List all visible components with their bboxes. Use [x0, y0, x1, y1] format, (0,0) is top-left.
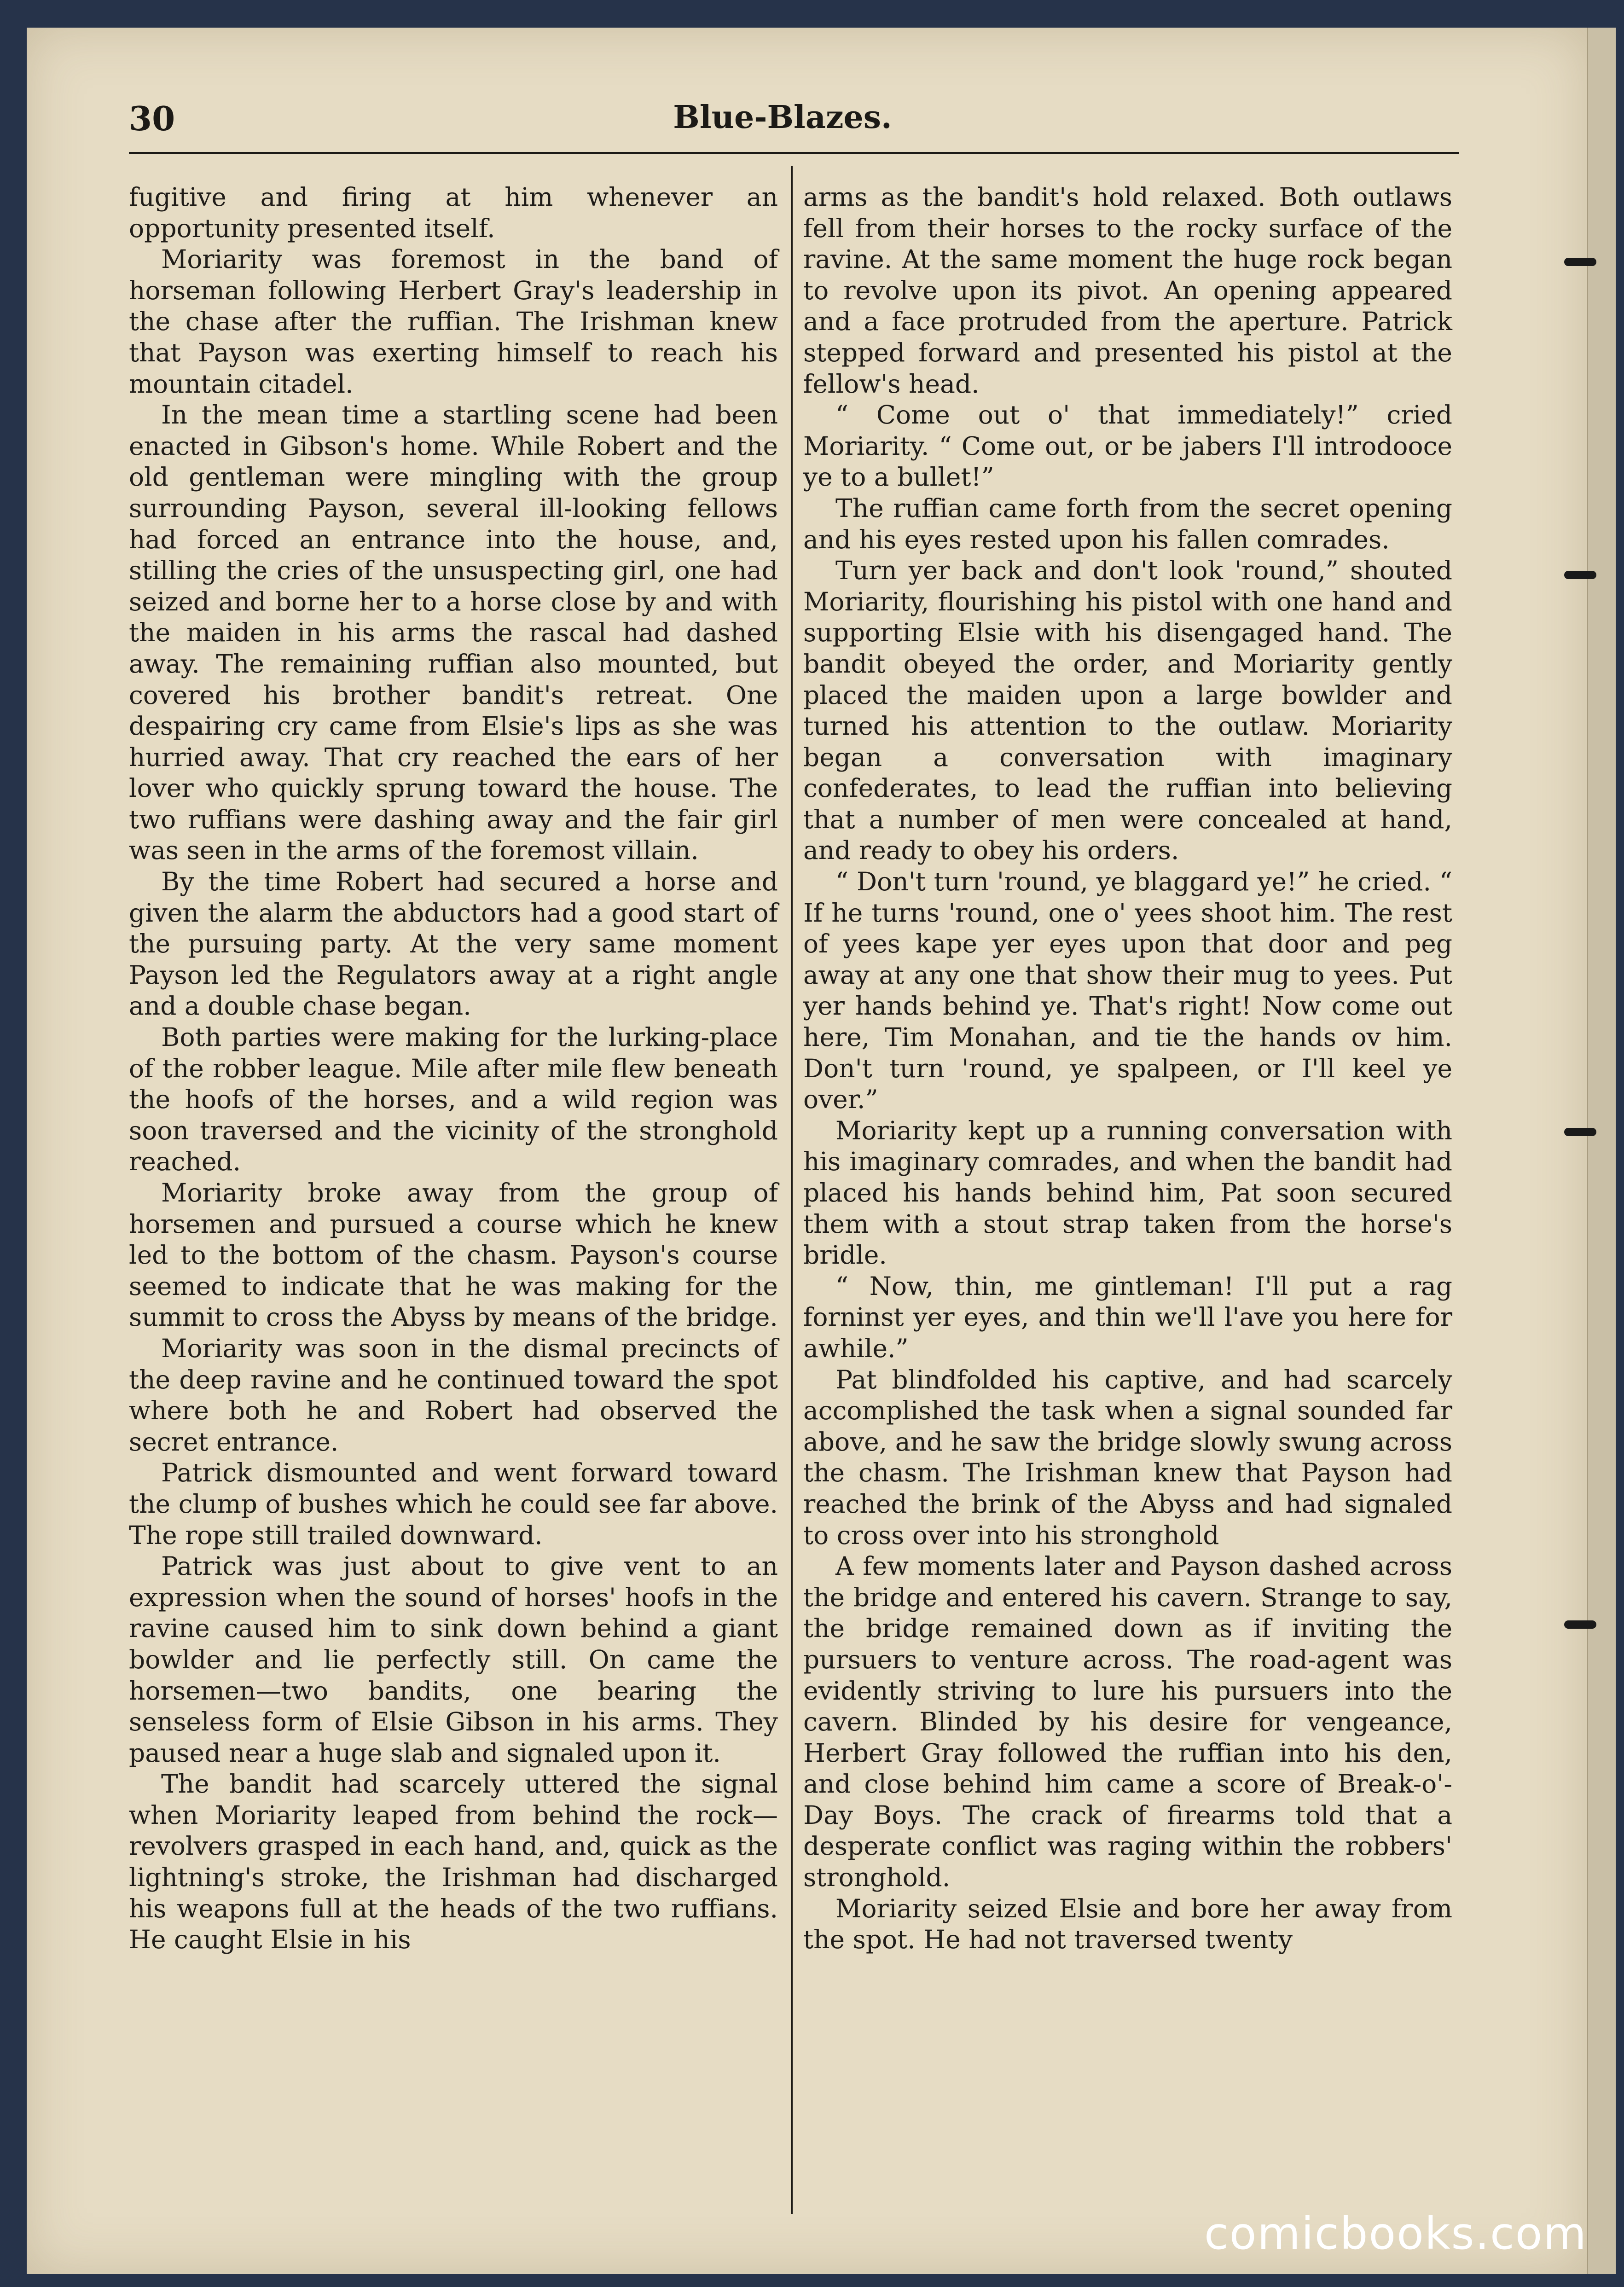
paragraph: Pat blindfolded his captive, and had scarcely accomplished the task when a signal sounded far above, and he saw the bridge slowly swung across the chasm. The Irishman knew that Payson had reached the brink of the Abyss and had signaled to cross over into his stronghold	[803, 1364, 1452, 1550]
paragraph: arms as the bandit's hold relaxed. Both outlaws fell from their horses to the rocky surface of the ravine. At the same moment the huge rock began to revolve upon its pivot. An opening appeared and a face protruded from the aperture. Patrick stepped forward and presented his pistol at the fellow's head.	[803, 182, 1452, 399]
paragraph: Both parties were making for the lurking-place of the robber league. Mile after mile flew beneath the hoofs of the horses, and a wild region was soon traversed and the vicinity of the stronghold reached.	[129, 1022, 778, 1177]
right-column	[803, 182, 1452, 2166]
paragraph: Patrick was just about to give vent to an expression when the sound of horses' hoofs in the ravine caused him to sink down behind a giant bowlder and lie perfectly still. On came the horsemen—two bandits, one bearing the senseless form of Elsie Gibson in his arms. They paused near a huge slab and signaled upon it.	[129, 1551, 778, 1768]
paragraph: By the time Robert had secured a horse and given the alarm the abductors had a good start of the pursuing party. At the very same moment Payson led the Regulators away at a right angle and a double chase began.	[129, 867, 778, 1021]
binding-stitch	[1564, 1128, 1596, 1136]
paragraph: Moriarity broke away from the group of horsemen and pursued a course which he knew led to the bottom of the chasm. Payson's course seemed to indicate that he was making for the summit to cross the Abyss by means of the bridge.	[129, 1178, 778, 1332]
paragraph: fugitive and firing at him whenever an opportunity presented itself.	[129, 182, 778, 243]
paragraph: “ Now, thin, me gintleman! I'll put a rag forninst yer eyes, and thin we'll l'ave you here for awhile.”	[803, 1271, 1452, 1363]
page-number: 30	[129, 99, 175, 138]
binding-gutter	[1587, 28, 1616, 2274]
paragraph: “ Come out o' that immediately!” cried Moriarity. “ Come out, or be jabers I'll introdooce ye to a bullet!”	[803, 400, 1452, 492]
paragraph: Patrick dismounted and went forward toward the clump of bushes which he could see far above. The rope still trailed downward.	[129, 1458, 778, 1550]
column-divider	[791, 166, 793, 2214]
running-title: Blue-Blazes.	[673, 99, 892, 136]
binding-stitch	[1564, 571, 1596, 579]
binding-stitch	[1564, 258, 1596, 266]
left-column	[129, 182, 778, 2166]
watermark: comicbooks.com	[1204, 2208, 1587, 2259]
paragraph: Turn yer back and don't look 'round,” shouted Moriarity, flourishing his pistol with one hand and supporting Elsie with his disengaged hand. The bandit obeyed the order, and Moriarity gently placed the maiden upon a large bowlder and turned his attention to the outlaw. Moriarity began a conversation with imaginary confederates, to lead the ruffian into believing that a number of men were concealed at hand, and ready to obey his orders.	[803, 556, 1452, 865]
paragraph: “ Don't turn 'round, ye blaggard ye!” he cried. “ If he turns 'round, one o' yees shoot him. The rest of yees kape yer eyes upon that door and peg away at any one that show their mug to yees. Put yer hands behind ye. That's right! Now come out here, Tim Monahan, and tie the hands ov him. Don't turn 'round, ye spalpeen, or I'll keel ye over.”	[803, 867, 1452, 1114]
paragraph: A few moments later and Payson dashed across the bridge and entered his cavern. Strange to say, the bridge remained down as if inviting the pursuers to venture across. The road-agent was evidently striving to lure his pursuers into the cavern. Blinded by his desire for vengeance, Herbert Gray followed the ruffian into his den, and close behind him came a score of Break-o'-Day Boys. The crack of firearms told that a desperate conflict was raging within the robbers' stronghold.	[803, 1551, 1452, 1892]
paragraph: Moriarity was soon in the dismal precincts of the deep ravine and he continued toward the spot where both he and Robert had observed the secret entrance.	[129, 1333, 778, 1457]
paragraph: In the mean time a startling scene had been enacted in Gibson's home. While Robert and the old gentleman were mingling with the group surrounding Payson, several ill-looking fellows had forced an entrance into the house, and, stilling the cries of the unsuspecting girl, one had seized and borne her to a horse close by and with the maiden in his arms the rascal had dashed away. The remaining ruffian also mounted, but covered his brother bandit's retreat. One despairing cry came from Elsie's lips as she was hurried away. That cry reached the ears of her lover who quickly sprung toward the house. The two ruffians were dashing away and the fair girl was seen in the arms of the foremost villain.	[129, 400, 778, 865]
page-header	[106, 94, 1459, 163]
paragraph: The bandit had scarcely uttered the signal when Moriarity leaped from behind the rock—revolvers grasped in each hand, and, quick as the lightning's stroke, the Irishman had discharged his weapons full at the heads of the two ruffians. He caught Elsie in his	[129, 1769, 778, 1955]
paragraph: Moriarity was foremost in the band of horseman following Herbert Gray's leadership in the chase after the ruffian. The Irishman knew that Payson was exerting himself to reach his mountain citadel.	[129, 244, 778, 399]
paragraph: Moriarity kept up a running conversation with his imaginary comrades, and when the bandit had placed his hands behind him, Pat soon secured them with a stout strap taken from the horse's bridle.	[803, 1115, 1452, 1270]
header-rule	[129, 152, 1459, 154]
paragraph: Moriarity seized Elsie and bore her away from the spot. He had not traversed twenty	[803, 1893, 1452, 1955]
paragraph: The ruffian came forth from the secret opening and his eyes rested upon his fallen comrades.	[803, 493, 1452, 554]
binding-stitch	[1564, 1620, 1596, 1629]
